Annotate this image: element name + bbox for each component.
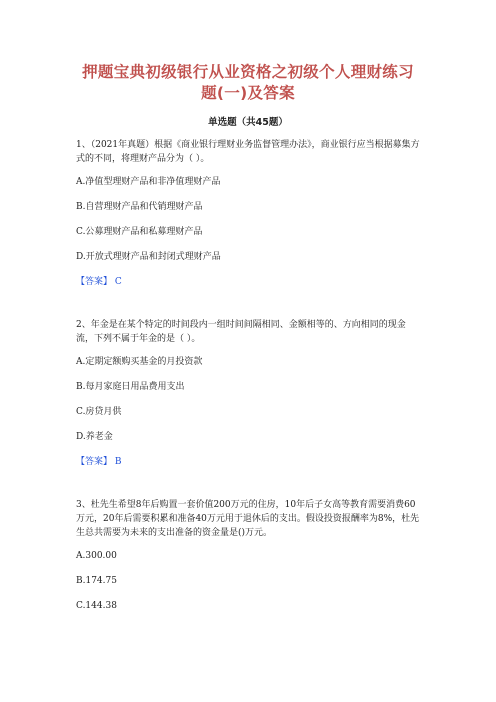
section-heading: 单选题（共45题） bbox=[208, 117, 288, 128]
option-b: B.每月家庭日用品费用支出 bbox=[76, 382, 185, 392]
option-a: A.净值型理财产品和非净值理财产品 bbox=[76, 177, 221, 187]
option-d: D.养老金 bbox=[76, 432, 113, 442]
answer-value: C bbox=[114, 277, 122, 287]
question-block bbox=[76, 138, 420, 288]
option-a: A.定期定额购买基金的月投资款 bbox=[76, 357, 203, 367]
option-c: C.公募理财产品和私募理财产品 bbox=[76, 227, 203, 237]
answer-line bbox=[76, 276, 420, 288]
answer-tag: 【答案】 bbox=[76, 277, 113, 287]
question-block bbox=[76, 498, 420, 612]
option-d: D.开放式理财产品和封闭式理财产品 bbox=[76, 252, 221, 262]
option-c: C.144.38 bbox=[76, 601, 117, 611]
question-block bbox=[76, 318, 420, 468]
question-text: 2、年金是在某个特定的时间段内一组时间间隔相同、金额相等的、方向相同的现金流，下列不属于年金的是（ ）。 bbox=[76, 320, 406, 344]
option-c: C.房贷月供 bbox=[76, 407, 122, 417]
option-a: A.300.00 bbox=[76, 551, 117, 561]
question-text: 1、（2021年真题）根据《商业银行理财业务监督管理办法》，商业银行应当根据募集方式的不同，将理财产品分为（ ）。 bbox=[76, 140, 420, 164]
answer-tag: 【答案】 bbox=[76, 457, 113, 467]
option-b: B.自营理财产品和代销理财产品 bbox=[76, 202, 203, 212]
document-title: 押题宝典初级银行从业资格之初级个人理财练习题(一)及答案 bbox=[82, 63, 414, 102]
answer-value: B bbox=[114, 457, 122, 467]
question-text: 3、杜先生希望8年后购置一套价值200万元的住房，10年后子女高等教育需要消费60万元，20年后需要积累和准备40万元用于退休后的支出。假设投资报酬率为8%，杜先生总共需要为未来的支出准备的资金量是()万元。 bbox=[76, 500, 420, 538]
answer-line bbox=[76, 456, 420, 468]
option-b: B.174.75 bbox=[76, 576, 117, 586]
